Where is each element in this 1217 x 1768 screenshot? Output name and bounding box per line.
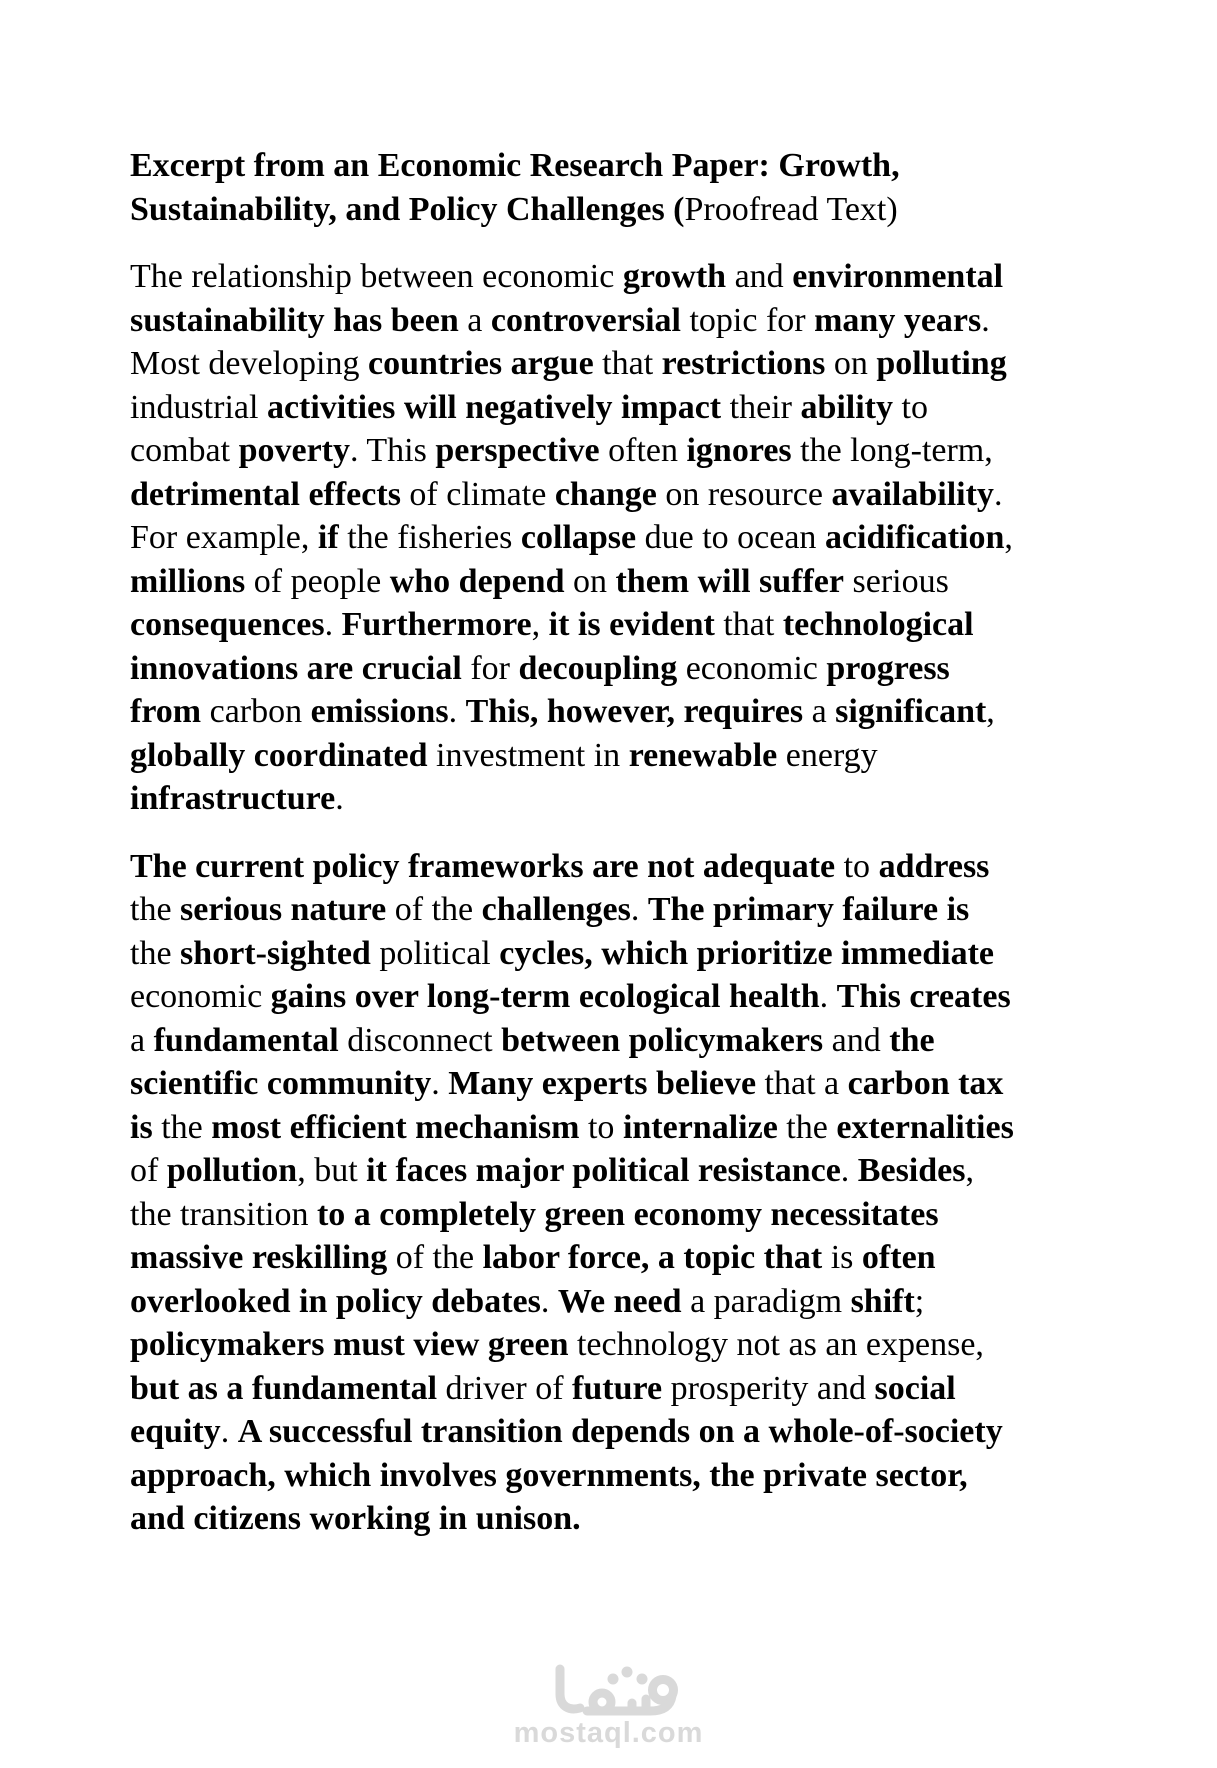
text-line: Most developing countries argue that restrictions on polluting <box>130 345 1007 382</box>
mostaql-watermark <box>0 1660 1217 1748</box>
document-page <box>130 144 1120 1565</box>
text-line: policymakers must view green technology not as an expense, <box>130 1326 984 1363</box>
text-line: Excerpt from an Economic Research Paper: Growth, <box>130 147 900 184</box>
paragraph <box>130 845 1120 1541</box>
doc-title <box>130 144 1120 231</box>
text-line: scientific community. Many experts believe that a carbon tax <box>130 1065 1004 1102</box>
text-line: equity. A successful transition depends on a whole-of-society <box>130 1413 1003 1450</box>
text-line: a fundamental disconnect between policymakers and the <box>130 1021 935 1059</box>
text-line: the transition to a completely green economy necessitates <box>130 1195 939 1233</box>
text-line: massive reskilling of the labor force, a topic that is often <box>130 1239 936 1276</box>
text-line: sustainability has been a controversial topic for many years. <box>130 301 990 339</box>
mostaql-logo-icon <box>534 1660 684 1718</box>
text-line: economic gains over long-term ecological health. This creates <box>130 978 1011 1015</box>
text-line: For example, if the fisheries collapse due to ocean acidification, <box>130 519 1013 556</box>
text-line: The relationship between economic growth and environmental <box>130 258 1004 295</box>
text-line: the short-sighted political cycles, which prioritize immediate <box>130 934 995 972</box>
text-line: globally coordinated investment in renewable energy <box>130 736 878 774</box>
text-line: is the most efficient mechanism to internalize the externalities <box>130 1108 1014 1146</box>
text-line: detrimental effects of climate change on resource availability. <box>130 475 1003 513</box>
text-line: from carbon emissions. This, however, requires a significant, <box>130 693 995 730</box>
text-line: of pollution, but it faces major political resistance. Besides, <box>130 1152 974 1189</box>
text-line: Sustainability, and Policy Challenges (Proofread Text) <box>130 190 898 228</box>
text-line: combat poverty. This perspective often ignores the long-term, <box>130 432 993 469</box>
text-line: but as a fundamental driver of future prosperity and social <box>130 1369 956 1407</box>
paragraph <box>130 255 1120 821</box>
text-line: and citizens working in unison. <box>130 1500 581 1537</box>
watermark-site-text: mostaql.com <box>513 1717 704 1749</box>
text-line: industrial activities will negatively impact their ability to <box>130 388 928 426</box>
text-line: The current policy frameworks are not adequate to address <box>130 847 990 885</box>
doc-body <box>130 255 1120 1541</box>
text-line: consequences. Furthermore, it is evident that technological <box>130 606 974 643</box>
text-line: innovations are crucial for decoupling economic progress <box>130 649 950 687</box>
text-line: millions of people who depend on them will suffer serious <box>130 562 949 600</box>
text-line: overlooked in policy debates. We need a paradigm shift; <box>130 1282 925 1320</box>
text-line: approach, which involves governments, the private sector, <box>130 1456 968 1494</box>
text-line: infrastructure. <box>130 780 344 817</box>
text-line: the serious nature of the challenges. The primary failure is <box>130 891 970 928</box>
